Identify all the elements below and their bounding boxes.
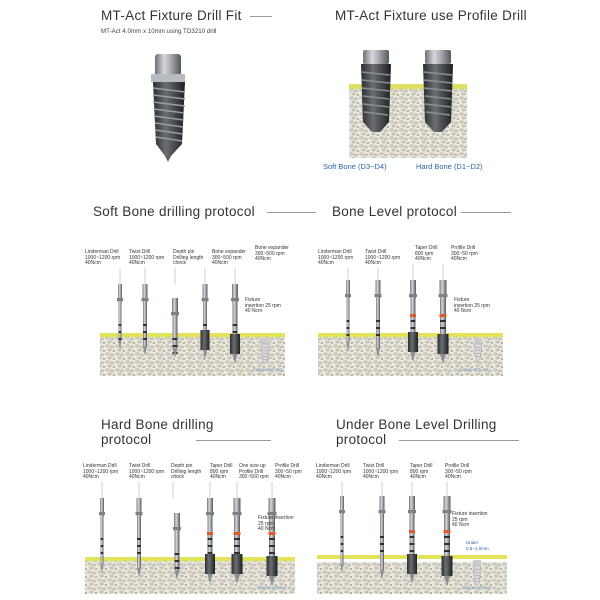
profile-drill bbox=[267, 498, 278, 586]
step-label: Profile Drill 300~50 rpm 40Ncm bbox=[445, 463, 472, 481]
hard-bone-panel bbox=[77, 458, 302, 594]
step-label: Taper Drill 800 rpm 40Ncm bbox=[210, 463, 233, 481]
hard-bone-protocol-title: Hard Bone drilling protocol bbox=[101, 417, 214, 447]
soft-bone-panel bbox=[85, 240, 290, 376]
under-bone-level-protocol-title: Under Bone Level Drilling protocol bbox=[336, 417, 497, 447]
step-label: Profile Drill 300~50 rpm 40Ncm bbox=[451, 245, 478, 263]
soft-bone-caption: Soft Bone (D3~D4) bbox=[323, 162, 387, 171]
step-label: Twist Drill 1000~1200 rpm 40Ncm bbox=[129, 249, 165, 267]
title-rule bbox=[267, 212, 316, 213]
step-label: Bone expander 300~500 rpm 40Ncm bbox=[255, 245, 289, 263]
watermark: Fixture MT-Act bbox=[257, 585, 287, 590]
profile-drill-image bbox=[349, 48, 467, 158]
title-rule bbox=[196, 440, 271, 441]
step-label: Depth pin Drilling length check bbox=[173, 249, 204, 267]
title-rule bbox=[250, 16, 272, 17]
taper-drill bbox=[205, 498, 215, 584]
under-depth-note: Under 0.5~1.0mm bbox=[466, 540, 489, 551]
step-label: Fixture insertion 25 rpm 40 Ncm bbox=[454, 297, 490, 315]
step-label: Twist Drill 1000~1200 rpm 40Ncm bbox=[363, 463, 399, 481]
step-label: Linderman Drill 1000~1200 rpm 40Ncm bbox=[316, 463, 352, 481]
watermark: Fixture MT-Act bbox=[462, 585, 492, 590]
soft-bone-protocol-title: Soft Bone drilling protocol bbox=[93, 204, 255, 219]
fixture-drill-fit-subtitle: MT-Act 4.0mm x 10mm using TD3210 drill bbox=[101, 28, 217, 35]
step-label: Fixture insertion 25 rpm 40 Ncm bbox=[258, 515, 294, 533]
step-label: Depth pin Drilling length check bbox=[171, 463, 202, 481]
step-label: Linderman Drill 1000~1200 rpm 40Ncm bbox=[83, 463, 119, 481]
under-bone-level-panel bbox=[312, 458, 512, 594]
fixture-drill-fit-title: MT-Act Fixture Drill Fit bbox=[101, 8, 242, 23]
step-label: Twist Drill 1000~1200 rpm 40Ncm bbox=[365, 249, 401, 267]
step-label: Profile Drill 300~50 rpm 40Ncm bbox=[275, 463, 302, 481]
profile-drill bbox=[438, 280, 449, 364]
bone-level-panel bbox=[313, 240, 508, 376]
watermark: Fixture MT-Act bbox=[253, 367, 283, 372]
bone-expander-drill bbox=[201, 284, 210, 360]
profile-drill bbox=[442, 496, 453, 586]
step-label: Bone expander 300~500 rpm 40Ncm bbox=[212, 249, 246, 267]
step-label: Linderman Drill 1000~1200 rpm 40Ncm bbox=[85, 249, 121, 267]
fixture-drill-fit-image bbox=[145, 52, 193, 164]
step-label: Fixture insertion 25 rpm 40 Ncm bbox=[245, 297, 281, 315]
step-label: One size up Profile Drill 300~500 rpm bbox=[239, 463, 269, 481]
taper-drill bbox=[408, 280, 418, 362]
profile-drill-one-size-up bbox=[232, 498, 243, 584]
bone-expander-drill bbox=[230, 284, 240, 364]
title-rule bbox=[399, 440, 519, 441]
title-rule bbox=[461, 212, 511, 213]
bone-level-protocol-title: Bone Level protocol bbox=[332, 204, 458, 219]
profile-drill-title: MT-Act Fixture use Profile Drill bbox=[335, 8, 527, 23]
step-label: Twist Drill 1000~1200 rpm 40Ncm bbox=[129, 463, 165, 481]
hard-bone-caption: Hard Bone (D1~D2) bbox=[416, 162, 483, 171]
taper-drill bbox=[407, 496, 417, 584]
step-label: Linderman Drill 1000~1200 rpm 40Ncm bbox=[318, 249, 354, 267]
step-label: Taper Drill 800 rpm 40Ncm bbox=[410, 463, 433, 481]
step-label: Fixture insertion 25 rpm 40 Ncm bbox=[452, 511, 488, 529]
watermark: Fixture MT-Act bbox=[459, 367, 489, 372]
step-label: Taper Drill 800 rpm 40Ncm bbox=[415, 245, 438, 263]
